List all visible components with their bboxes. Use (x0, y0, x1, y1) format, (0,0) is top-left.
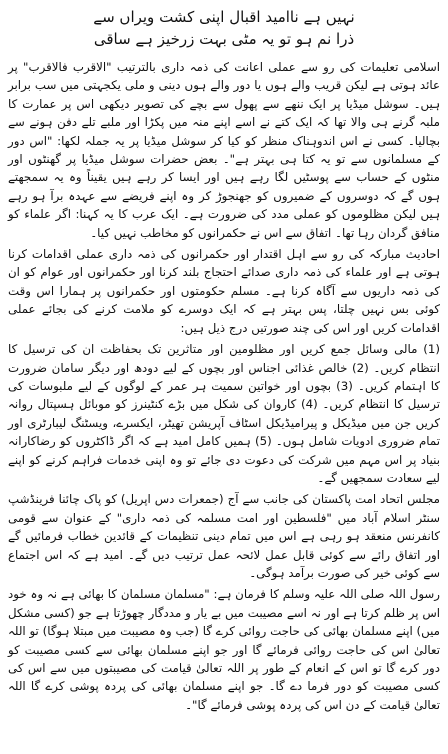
paragraph-responsibilities: احادیث مبارکہ کی رو سے اہل اقتدار اور حکمرانوں کی ذمہ داری عملی اقدامات کرنا ہوتی ہے اور علماء کی ذمہ داری صدائے احتجاج بلند کرنا اور حکمرانوں اور عوام کو ان کی ذمہ داریوں سے آگاہ کرنا ہے۔ مسلم حکومتوں اور حکمرانوں پر ہمارا اس وقت کوئی بس نہیں چلتا، پس بہتر ہے کہ ایک دوسرے کو ملامت کرنے کی بجائے عملی اقدامات کریں اور اس کی چند صورتیں درج ذیل ہیں: (8, 247, 440, 335)
verse-line-2: ذرا نم ہو تو یہ مٹی بہت زرخیز ہے ساقی (93, 30, 355, 48)
paragraph-action-list: (1) مالی وسائل جمع کریں اور مظلومین اور متاثرین تک بحفاظت ان کی ترسیل کا انتظام کریں۔ (2) خالص غذائی اجناس اور بچوں کے لیے دودھ اور دیگر سامان ضرورت کا اہتمام کریں۔ (3) بچوں اور خواتین سمیت ہر عمر کے لوگوں کے لیے ملبوسات کی ترسیل کا انتظام کریں۔ (4) کاروان کی شکل میں بڑے کنٹینرز کو موبائل ہسپتال روانہ کریں جن میں میڈیکل و پیرامیڈیکل اسٹاف آپریشن تھیٹر، ایکسرے، ویسٹنگ لیبارٹری اور تمام ضروری ادویات شامل ہوں۔ (5) ہمیں کامل امید ہے کہ اگر ڈاکٹروں کو رضاکارانہ بنیاد پر اس مہم میں شرکت کی دعوت دی جائے تو وہ اپنی خدمات فراہم کرنے کو اپنے لیے سعادت سمجھیں گے۔ (8, 342, 440, 485)
paragraph-conference: مجلس اتحاد امت پاکستان کی جانب سے آج (جمعرات دس اپریل) کو پاک چائنا فرینڈشپ سنٹر اسلام آباد میں "فلسطین اور امت مسلمہ کی ذمہ داری" کے عنوان سے قومی کانفرنس منعقد ہو رہی ہے اس میں تمام دینی تنظیمات کے قائدین خطاب فرمائیں گے اور اتفاق رائے سے کوئی قابل عمل لائحہ عمل ترتیب دیں گے۔ امید ہے کہ اس اجتماع سے کوئی خیر کی صورت برآمد ہوگی۔ (8, 492, 440, 580)
paragraph-intro: اسلامی تعلیمات کی رو سے عملی اعانت کی ذمہ داری بالترتیب "الاقرب فالاقرب" پر عائد ہوتی ہے لیکن قریب والے ہوں یا دور والے ہوں دینی و ملی یکجہتی میں سب برابر ہیں۔ سوشل میڈیا پر ایک ننھے سے پھول سے بچے کی تصویر دیکھی اس پر عمارت کا ملبہ گرنے ہی والا تھا کہ ایک کتے نے اسے اپنے منہ میں پکڑا اور ملبے تلے دفن ہونے سے بچالیا۔ کسی نے اس اندوہناک منظر کو کیا کر سوشل میڈیا پر یہ جملہ لکھا: "اس دور کے مسلمانوں سے تو یہ کتا ہی بہتر ہے"۔ بعض حضرات سوشل میڈیا پر گھنٹوں اور منٹوں کے حساب سے پوسٹیں لگا رہے ہیں اور ایسا کر رہے ہیں یقیناً وہ یہ سمجھتے ہوں گے کہ دوسروں کے ضمیروں کو جھنجوڑ کر وہ اپنے فریضے سے عہدہ برآ ہو رہے ہیں لیکن مظلوموں کو عملی مدد کی ضرورت ہے۔ ایک عرب کا یہ کہنا: اگر علماء کو منافق گردان رہا تھا۔ اتفاق سے اس نے حکمرانوں کو مخاطب نہیں کیا۔ (8, 60, 440, 240)
paragraph-hadith: رسول اللہ صلی اللہ علیہ وسلم کا فرمان ہے: "مسلمان مسلمان کا بھائی ہے نہ وہ خود اس پر ظلم کرتا ہے اور نہ اسے مصیبت میں بے یار و مددگار چھوڑتا ہے جو (کسی مشکل میں) اپنے مسلمان بھائی کی حاجت روائی کرے گا (جب وہ مصیبت میں مبتلا ہوگا) تو اللہ تعالیٰ اس کی حاجت روائی فرمائے گا اور جو اپنے مسلمان بھائی سے کسی مصیبت کو دور کرے گا تو اس کے انعام کے طور پر اللہ تعالیٰ قیامت کی مصیبتوں میں سے اس کی کسی مصیبت کو دور فرما دے گا۔ جو اپنے مسلمان بھائی کی پردہ پوشی کرے گا اللہ تعالیٰ قیامت کے دن اس کی پردہ پوشی فرمائے گا"۔ (8, 587, 440, 712)
verse-line-1: نہیں ہے ناامید اقبال اپنی کشت ویراں سے (93, 8, 355, 26)
